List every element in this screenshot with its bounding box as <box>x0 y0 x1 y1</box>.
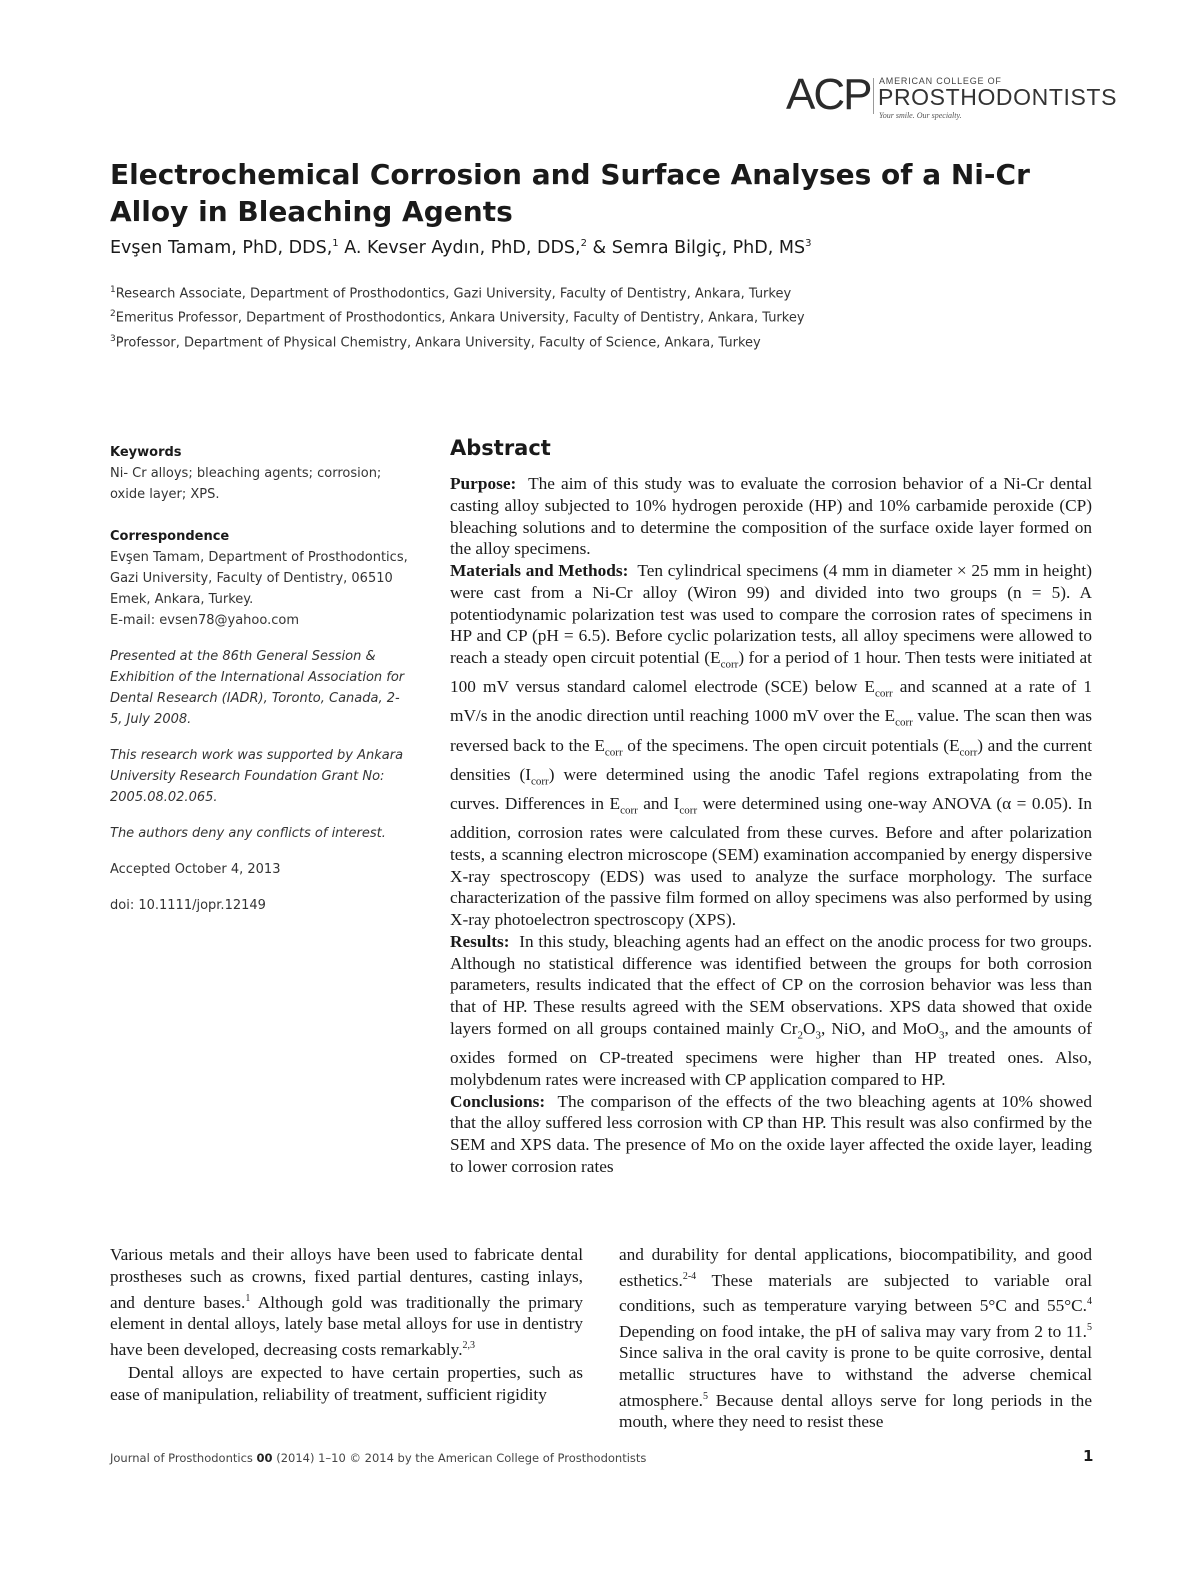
conclusions-label: Conclusions: <box>450 1091 546 1111</box>
subscript: corr <box>959 746 978 759</box>
affiliation-number: 3 <box>110 333 116 344</box>
funding-note: This research work was supported by Ankara University Research Foundation Grant No: 2005.08.02.065. <box>110 748 404 805</box>
methods-text: and scanned at a rate of 1 mV/s in the anodic direction until reaching 1000 mV over the E <box>450 677 1092 726</box>
body-text: Since saliva in the oral cavity is prone to be quite corrosive, dental metallic structures have to withstand the adverse chemical atmosphere. <box>619 1343 1092 1410</box>
subscript: corr <box>895 716 913 729</box>
citation-ref[interactable]: 1 <box>245 1292 251 1304</box>
abstract-body <box>450 473 1092 1178</box>
body-text: and durability for dental applications, biocompatibility, and good esthetics. <box>619 1245 1092 1290</box>
author-name: Semra Bilgiç, PhD, MS <box>611 238 806 258</box>
article-sidebar <box>110 442 410 916</box>
body-column-left <box>110 1244 583 1406</box>
body-paragraph: Dental alloys are expected to have certain properties, such as ease of manipulation, reliability of treatment, sufficient rigidity <box>110 1363 583 1405</box>
methods-text: ) and the current densities (I <box>450 735 1093 784</box>
methods-text: ) for a period of 1 hour. Then tests were initiated at 100 mV versus standard calomel electrode (SCE) below E <box>450 648 1092 697</box>
logo-mark: ACP <box>786 70 871 119</box>
affiliation-item <box>110 304 1070 328</box>
methods-text: and I <box>637 794 680 814</box>
affiliation-item <box>110 329 1070 353</box>
body-column-right <box>619 1244 1092 1433</box>
footer-citation: (2014) 1–10 © 2014 by the American College of Prosthodontists <box>272 1451 647 1465</box>
affiliation-text: Professor, Department of Physical Chemistry, Ankara University, Faculty of Science, Ankara, Turkey <box>115 334 761 350</box>
author-affil-ref: 2 <box>580 238 587 250</box>
body-text: Depending on food intake, the pH of saliva may vary from 2 to 11. <box>619 1321 1087 1341</box>
results-text: , and the amounts of oxides formed on CP-treated specimens were higher than HP treated ones. Also, molybdenum rates were increased with CP application compared to HP. <box>450 1018 1092 1089</box>
subscript: 2 <box>797 1029 804 1042</box>
journal-logo <box>786 70 1118 122</box>
methods-text: of the specimens. The open circuit potentials (E <box>622 735 960 755</box>
abstract-methods <box>450 560 1092 931</box>
subscript: corr <box>604 746 623 759</box>
affiliation-text: Research Associate, Department of Prosthodontics, Gazi University, Faculty of Dentistry, Ankara, Turkey <box>115 286 792 302</box>
body-text: Various metals and their alloys have been used to fabricate dental prostheses such as crowns, fixed partial dentures, casting inlays, and denture bases. <box>110 1245 583 1312</box>
affiliations <box>110 280 1070 353</box>
results-text: In this study, bleaching agents had an effect on the anodic process for two groups. Although no statistical difference was identified between the groups for both corrosion parameters, results indicated that the effect of CP on the corrosion behavior was less than that of HP. These results agreed with the SEM observations. XPS data showed that oxide layers formed on all groups contained mainly Cr <box>450 931 1093 1038</box>
presented-note: Presented at the 86th General Session & Exhibition of the International Association for Dental Research (IADR), Toronto, Canada, 2-5, July 2008. <box>110 649 405 727</box>
subscript: corr <box>530 775 549 788</box>
affiliation-item <box>110 280 1070 304</box>
accepted-date: Accepted October 4, 2013 <box>110 862 281 877</box>
logo-tagline: Your smile. Our specialty. <box>879 111 962 120</box>
keywords-heading: Keywords <box>110 445 182 460</box>
results-text: , NiO, and MoO <box>821 1018 939 1038</box>
methods-text: value. The scan then was reversed back to the E <box>450 706 1093 755</box>
subscript: corr <box>679 804 698 817</box>
citation-ref[interactable]: 2,3 <box>462 1339 476 1351</box>
results-text: O <box>803 1018 816 1038</box>
author-list <box>110 238 1070 258</box>
purpose-text: The aim of this study was to evaluate the corrosion behavior of a Ni-Cr dental casting alloy subjected to 10% hydrogen peroxide (HP) and 10% carbamide peroxide (CP) bleaching solutions and to determine the composition of the surface oxide layer formed on the alloy specimens. <box>450 474 1092 559</box>
doi[interactable]: doi: 10.1111/jopr.12149 <box>110 898 266 913</box>
footer-volume: 00 <box>256 1451 273 1465</box>
affiliation-text: Emeritus Professor, Department of Prosthodontics, Ankara University, Faculty of Dentistry, Ankara, Turkey <box>115 310 805 326</box>
methods-label: Materials and Methods: <box>450 561 629 580</box>
subscript: corr <box>720 658 739 671</box>
author-name: Evşen Tamam, PhD, DDS, <box>110 238 333 258</box>
author-name: A. Kevser Aydın, PhD, DDS, <box>344 238 581 258</box>
logo-line2: PROSTHODONTISTS <box>878 84 1118 110</box>
subscript: 3 <box>815 1029 821 1042</box>
methods-text: were determined using one-way ANOVA (α = 0.05). In addition, corrosion rates were calculated from these curves. Before and after polarization tests, a scanning electron microscope (SEM) examination accompanied by energy dispersive X-ray spectroscopy (EDS) was used to analyze the surface morphology. The surface characterization of the passive film formed on alloy specimens was also performed by using X-ray photoelectron spectroscopy (XPS). <box>450 794 1092 930</box>
citation-ref[interactable]: 2-4 <box>682 1270 697 1282</box>
author-affil-ref: 1 <box>332 238 339 250</box>
body-paragraph <box>110 1244 583 1360</box>
abstract-conclusions <box>450 1091 1092 1178</box>
body-paragraph <box>619 1244 1092 1433</box>
citation-ref[interactable]: 5 <box>1087 1321 1092 1333</box>
methods-text: Ten cylindrical specimens (4 mm in diameter × 25 mm in height) were cast from a Ni-Cr alloy (Wiron 99) and divided into two groups (n = 5). A potentiodynamic polarization test was used to compare the corrosion rates of specimens in HP and CP (pH = 6.5). Before cyclic polarization tests, all alloy specimens were allowed to reach a steady open circuit potential (E <box>450 561 1092 667</box>
results-label: Results: <box>450 931 510 951</box>
body-text: Because dental alloys serve for long periods in the mouth, where they need to resist these <box>619 1390 1092 1432</box>
citation-ref[interactable]: 5 <box>702 1390 708 1402</box>
page-footer <box>110 1451 646 1465</box>
methods-text: ) were determined using the anodic Tafel regions extrapolating from the curves. Differences in E <box>450 764 1092 814</box>
abstract-results <box>450 931 1092 1091</box>
correspondence-email[interactable]: E-mail: evsen78@yahoo.com <box>110 613 299 628</box>
keywords-text: Ni- Cr alloys; bleaching agents; corrosion; oxide layer; XPS. <box>110 466 382 502</box>
author-separator: & <box>586 238 612 258</box>
subscript: corr <box>620 804 638 817</box>
subscript: 3 <box>938 1029 945 1042</box>
correspondence-heading: Correspondence <box>110 529 230 544</box>
conflicts-note: The authors deny any conflicts of interest. <box>110 826 386 841</box>
purpose-label: Purpose: <box>450 474 517 493</box>
author-affil-ref: 3 <box>805 238 812 250</box>
logo-line1: AMERICAN COLLEGE OF <box>879 76 1002 86</box>
affiliation-number: 1 <box>110 285 116 295</box>
citation-ref[interactable]: 4 <box>1087 1296 1092 1308</box>
conclusions-text: The comparison of the effects of the two bleaching agents at 10% showed that the alloy suffered less corrosion with CP than HP. This result was also confirmed by the SEM and XPS data. The presence of Mo on the oxide layer affected the oxide layer, leading to lower corrosion rates <box>450 1091 1092 1176</box>
correspondence-text: Evşen Tamam, Department of Prosthodontics, Gazi University, Faculty of Dentistry, 06510 Emek, Ankara, Turkey. <box>110 550 408 607</box>
abstract-purpose <box>450 473 1092 560</box>
article-title: Electrochemical Corrosion and Surface Analyses of a Ni-Cr Alloy in Bleaching Agents <box>110 158 1030 228</box>
footer-journal: Journal of Prosthodontics <box>110 1451 257 1465</box>
abstract-heading: Abstract <box>450 436 551 460</box>
body-text: These materials are subjected to variable oral conditions, such as temperature varying between 5°C and 55°C. <box>619 1270 1092 1316</box>
affiliation-number: 2 <box>110 309 116 320</box>
subscript: corr <box>874 687 893 700</box>
logo-divider <box>873 78 874 114</box>
body-text: Although gold was traditionally the primary element in dental alloys, lately base metal alloys for use in dentistry have been developed, decreasing costs remarkably. <box>110 1292 583 1359</box>
page-number: 1 <box>1083 1447 1094 1465</box>
